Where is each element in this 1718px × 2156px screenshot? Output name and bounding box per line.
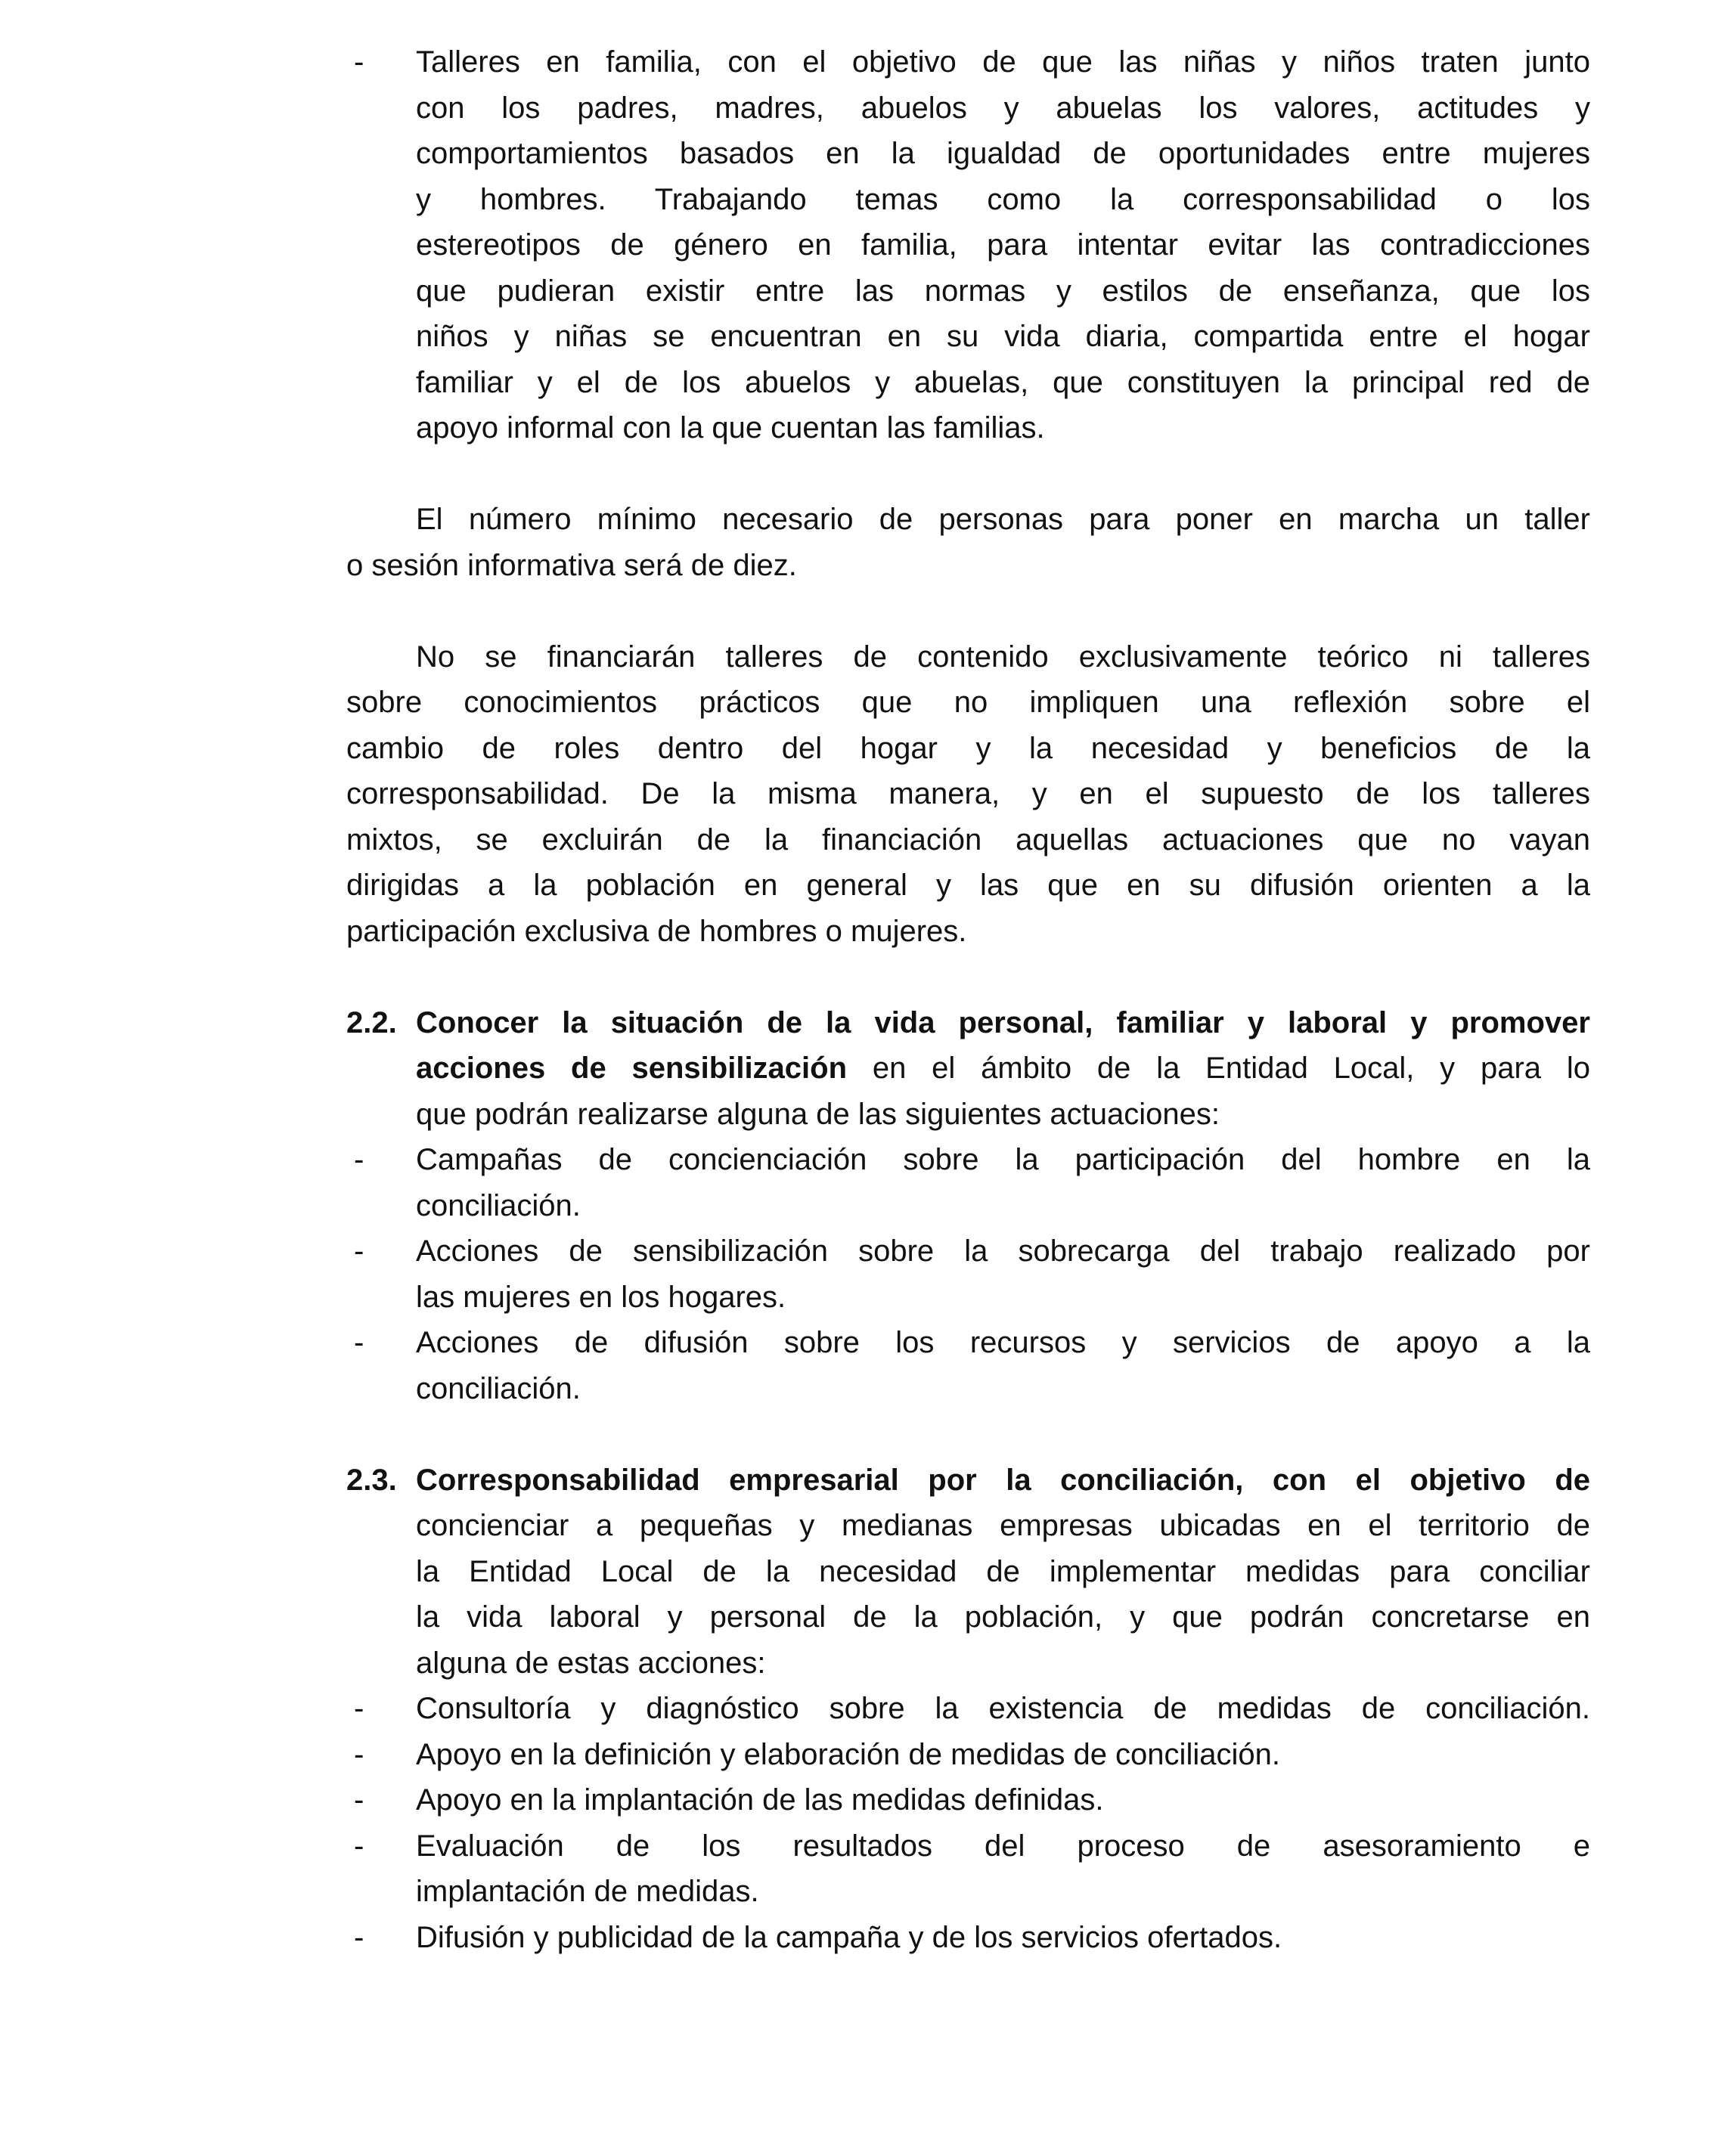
text-run: Apoyo en la implantación de las medidas definidas.	[416, 1783, 1104, 1817]
list-item-line	[346, 1915, 1590, 1961]
line-text	[416, 1915, 1590, 1961]
text-line	[346, 1503, 1590, 1549]
line-text	[416, 1000, 1590, 1046]
line-text	[346, 909, 1590, 955]
text-run: niños y niñas se encuentran en su vida diaria, compartida entre el hogar	[416, 320, 1590, 353]
text-line	[346, 314, 1590, 360]
line-text	[416, 1549, 1590, 1595]
text-run: estereotipos de género en familia, para intentar evitar las contradicciones	[416, 228, 1590, 262]
line-text	[416, 1457, 1590, 1504]
text-run: concienciar a pequeñas y medianas empresas ubicadas en el territorio de	[416, 1509, 1590, 1542]
list-item-line	[346, 1823, 1590, 1869]
bullet-dash: -	[354, 1143, 364, 1176]
text-run: con el objetivo de	[1243, 1463, 1590, 1497]
bullet-dash: -	[354, 1920, 364, 1954]
list-item-line	[346, 1320, 1590, 1366]
text-run: con los padres, madres, abuelos y abuelas los valores, actitudes y	[416, 91, 1590, 125]
line-text	[416, 1503, 1590, 1549]
line-text	[346, 680, 1590, 726]
text-line	[346, 1366, 1590, 1412]
text-run: que podrán realizarse alguna de las siguientes actuaciones:	[416, 1097, 1220, 1131]
line-text	[416, 177, 1590, 223]
text-line	[346, 680, 1590, 726]
text-line	[346, 771, 1590, 817]
line-text	[346, 726, 1590, 772]
line-text	[416, 85, 1590, 132]
text-run: y hombres. Trabajando temas como la corresponsabilidad o los	[416, 182, 1590, 216]
bullet-dash: -	[354, 1737, 364, 1771]
text-run: Acciones de sensibilización sobre la sobrecarga del trabajo realizado por	[416, 1234, 1590, 1268]
text-line	[346, 909, 1590, 955]
line-text	[346, 771, 1590, 817]
text-run: familiar y el de los abuelos y abuelas, que constituyen la principal red de	[416, 365, 1590, 399]
text-run: Consultoría y diagnóstico sobre la existencia de medidas de conciliación.	[416, 1692, 1590, 1725]
line-text	[416, 1366, 1590, 1412]
bullet-dash: -	[354, 45, 364, 79]
line-text	[416, 1275, 1590, 1321]
paragraph	[346, 1457, 1590, 1961]
list-item-line	[346, 1732, 1590, 1778]
paragraph	[346, 1000, 1590, 1412]
text-line	[346, 863, 1590, 909]
line-text	[416, 634, 1590, 680]
line-text	[346, 817, 1590, 863]
bullet-dash: -	[354, 1692, 364, 1725]
text-run: corresponsabilidad. De la misma manera, y en el supuesto de los talleres	[346, 777, 1590, 810]
text-run: Campañas de concienciación sobre la participación del hombre en la	[416, 1143, 1590, 1176]
text-line	[346, 497, 1590, 543]
text-run: Talleres en familia, con el objetivo de que las niñas y niños traten junto	[416, 45, 1590, 79]
paragraph	[346, 39, 1590, 451]
line-text	[416, 1686, 1590, 1732]
line-text	[416, 314, 1590, 360]
line-text	[416, 39, 1590, 85]
text-line	[346, 543, 1590, 589]
text-line	[346, 131, 1590, 177]
text-line	[346, 222, 1590, 268]
line-text	[416, 360, 1590, 406]
bullet-dash: -	[354, 1234, 364, 1268]
list-item-line	[346, 1228, 1590, 1275]
line-text	[416, 1092, 1590, 1138]
text-line	[346, 1549, 1590, 1595]
text-line	[346, 177, 1590, 223]
text-run: que pudieran existir entre las normas y estilos de enseñanza, que los	[416, 274, 1590, 308]
line-text	[416, 1045, 1590, 1092]
text-run: Evaluación de los resultados del proceso de asesoramiento e	[416, 1829, 1590, 1863]
line-text	[416, 1228, 1590, 1275]
paragraph	[346, 634, 1590, 955]
text-line	[346, 1183, 1590, 1229]
section-number: 2.3.	[346, 1463, 397, 1497]
text-line	[346, 405, 1590, 451]
line-text	[416, 497, 1590, 543]
text-line	[346, 1092, 1590, 1138]
text-run: conciliación.	[416, 1188, 581, 1222]
text-line	[346, 634, 1590, 680]
text-run: Acciones de difusión sobre los recursos y servicios de apoyo a la	[416, 1326, 1590, 1359]
line-text	[346, 863, 1590, 909]
text-run: comportamientos basados en la igualdad de oportunidades entre mujeres	[416, 137, 1590, 170]
line-text	[416, 131, 1590, 177]
line-text	[416, 405, 1590, 451]
bold-text: acciones de sensibilización	[416, 1052, 848, 1085]
line-text	[416, 1137, 1590, 1183]
line-text	[416, 1594, 1590, 1640]
text-run: apoyo informal con la que cuentan las familias.	[416, 411, 1045, 445]
list-item-line	[346, 1777, 1590, 1823]
text-line	[346, 817, 1590, 863]
text-run: Apoyo en la definición y elaboración de medidas de conciliación.	[416, 1737, 1280, 1771]
document-page	[346, 39, 1590, 2006]
text-run: cambio de roles dentro del hogar y la necesidad y beneficios de la	[346, 731, 1590, 765]
text-run: la vida laboral y personal de la población, y que podrán concretarse en	[416, 1600, 1590, 1634]
text-run: dirigidas a la población en general y las que en su difusión orienten a la	[346, 869, 1590, 902]
section-heading-line	[346, 1000, 1590, 1046]
paragraph	[346, 497, 1590, 588]
text-line	[346, 268, 1590, 314]
text-run: implantación de medidas.	[416, 1875, 759, 1908]
text-line	[346, 726, 1590, 772]
text-run: El número mínimo necesario de personas para poner en marcha un taller	[416, 503, 1590, 536]
text-line	[346, 85, 1590, 132]
line-text	[346, 543, 1590, 589]
text-run: mixtos, se excluirán de la financiación aquellas actuaciones que no vayan	[346, 822, 1590, 857]
text-line	[346, 1594, 1590, 1640]
text-line	[346, 1869, 1590, 1915]
list-item-line	[346, 1686, 1590, 1732]
text-run: las mujeres en los hogares.	[416, 1280, 786, 1314]
text-run: alguna de estas acciones:	[416, 1646, 766, 1680]
text-run: No se financiarán talleres de contenido exclusivamente teórico ni talleres	[416, 640, 1590, 674]
line-text	[416, 1320, 1590, 1366]
text-run: conciliación.	[416, 1371, 581, 1405]
line-text	[416, 222, 1590, 268]
text-run: sobre conocimientos prácticos que no impliquen una reflexión sobre el	[346, 686, 1590, 719]
line-text	[416, 1732, 1590, 1778]
bullet-dash: -	[354, 1326, 364, 1359]
text-run: Difusión y publicidad de la campaña y de los servicios ofertados.	[416, 1920, 1282, 1954]
text-run: participación exclusiva de hombres o mujeres.	[346, 914, 967, 948]
list-item-line	[346, 39, 1590, 85]
text-line	[346, 360, 1590, 406]
line-text	[416, 1823, 1590, 1869]
line-text	[416, 1183, 1590, 1229]
line-text	[416, 1640, 1590, 1687]
text-run: o sesión informativa será de diez.	[346, 548, 797, 582]
text-line	[346, 1640, 1590, 1687]
text-line	[346, 1275, 1590, 1321]
text-run: la Entidad Local de la necesidad de implementar medidas para conciliar	[416, 1554, 1590, 1588]
line-text	[416, 1869, 1590, 1915]
bold-text: Conocer la situación de la vida personal, familiar y laboral y promover	[416, 1005, 1590, 1039]
bold-text: Corresponsabilidad empresarial por la conciliación,	[416, 1463, 1244, 1497]
bullet-dash: -	[354, 1829, 364, 1863]
section-heading-line	[346, 1457, 1590, 1504]
line-text	[416, 1777, 1590, 1823]
line-text	[416, 268, 1590, 314]
section-number: 2.2.	[346, 1005, 397, 1039]
bullet-dash: -	[354, 1783, 364, 1817]
list-item-line	[346, 1137, 1590, 1183]
text-line	[346, 1045, 1590, 1092]
text-run: en el ámbito de la Entidad Local, y para lo	[847, 1052, 1590, 1085]
